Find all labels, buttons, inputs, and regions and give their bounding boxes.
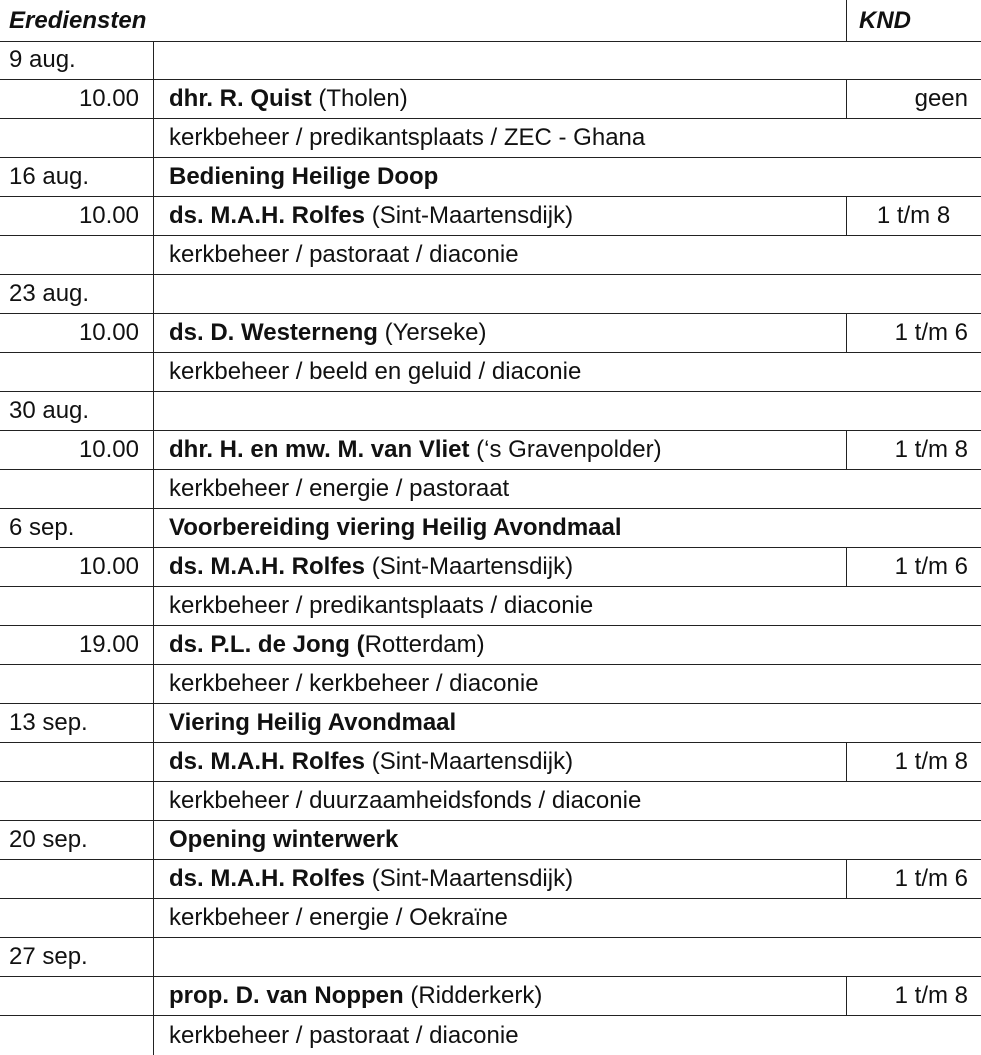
knd-cell: 1 t/m 6 [894,319,968,346]
preacher-cell [153,548,846,586]
date-cell: 27 sep. [9,943,88,970]
date-cell: 13 sep. [9,709,88,736]
occasion-label: Opening winterwerk [169,826,399,853]
knd-cell: 1 t/m 8 [894,748,968,775]
column-divider [846,80,847,118]
collection-cell: kerkbeheer / pastoraat / diaconie [169,241,519,268]
date-row [0,938,981,977]
column-divider [153,626,154,664]
table-header [0,0,981,42]
preacher-cell [153,743,846,781]
collection-cell: kerkbeheer / pastoraat / diaconie [169,1021,519,1049]
preacher-origin: (‘s Gravenpolder) [469,436,662,463]
service-row [0,977,981,1016]
column-divider [153,470,154,508]
header-divider [846,0,847,41]
column-divider [153,353,154,391]
collection-cell: kerkbeheer / duurzaamheidsfonds / diaconie [169,787,642,814]
column-divider [846,548,847,586]
occasion-label [153,938,981,976]
knd-cell: geen [914,85,968,112]
collection-row [0,899,981,938]
date-row [0,275,981,314]
time-cell: 10.00 [78,85,139,112]
collection-cell: kerkbeheer / energie / Oekraïne [169,904,508,931]
preacher-name: ds. M.A.H. Rolfes [169,865,366,892]
preacher-origin: (Sint-Maartensdijk) [365,748,574,775]
preacher-origin: (Tholen) [311,85,408,112]
occasion-label: Voorbereiding viering Heilig Avondmaal [169,514,622,541]
occasion-label [153,275,981,313]
preacher-cell [153,431,846,469]
time-cell: 10.00 [78,553,139,580]
knd-cell: 1 t/m 6 [894,865,968,892]
preacher-name: prop. D. van Noppen [169,982,404,1009]
collection-row [0,236,981,275]
preacher-cell [153,977,846,1015]
preacher-name: dhr. H. en mw. M. van Vliet [169,436,470,463]
column-divider [153,665,154,703]
time-cell: 10.00 [78,436,139,463]
column-divider [153,587,154,625]
header-knd: KND [859,6,911,34]
column-divider [153,743,154,781]
column-divider [153,1016,154,1055]
preacher-cell [153,626,981,664]
date-cell: 30 aug. [9,397,90,424]
column-divider [846,431,847,469]
column-divider [153,548,154,586]
date-cell: 6 sep. [9,514,75,541]
preacher-name: ds. M.A.H. Rolfes [169,553,366,580]
date-row [0,509,981,548]
column-divider [153,977,154,1015]
service-row [0,80,981,119]
preacher-origin: (Ridderkerk) [403,982,543,1009]
time-cell: 19.00 [78,631,139,658]
occasion-label [153,392,981,430]
knd-cell: 1 t/m 6 [894,553,968,580]
column-divider [153,821,154,859]
collection-cell: kerkbeheer / beeld en geluid / diaconie [169,358,582,385]
date-cell: 20 sep. [9,826,88,853]
collection-row [0,119,981,158]
date-cell: 23 aug. [9,280,90,307]
collection-cell: kerkbeheer / energie / pastoraat [169,475,510,502]
preacher-origin: (Sint-Maartensdijk) [365,553,574,580]
preacher-origin: (Sint-Maartensdijk) [365,202,574,229]
knd-cell: 1 t/m 8 [894,982,968,1009]
preacher-name: ds. D. Westerneng [169,319,378,346]
time-cell [0,743,153,781]
occasion-label: Bediening Heilige Doop [169,163,439,190]
service-row [0,314,981,353]
column-divider [153,197,154,235]
collection-cell: kerkbeheer / predikantsplaats / ZEC - Ghana [169,124,646,151]
date-cell: 9 aug. [9,46,76,73]
column-divider [153,119,154,157]
column-divider [153,314,154,352]
time-cell: 10.00 [78,319,139,346]
collection-row [0,470,981,509]
date-row [0,821,981,860]
column-divider [153,236,154,274]
column-divider [846,743,847,781]
occasion-label: Viering Heilig Avondmaal [169,709,457,736]
column-divider [153,431,154,469]
column-divider [153,80,154,118]
collection-row [0,353,981,392]
service-row [0,197,981,236]
preacher-origin: Rotterdam) [364,631,485,658]
column-divider [846,977,847,1015]
date-row [0,392,981,431]
service-row [0,548,981,587]
service-row [0,860,981,899]
preacher-name: ds. M.A.H. Rolfes [169,202,366,229]
column-divider [153,938,154,976]
date-row [0,158,981,197]
date-row [0,704,981,743]
header-title: Erediensten [9,6,147,34]
time-cell [0,860,153,898]
time-cell: 10.00 [78,202,139,229]
collection-row [0,782,981,821]
collection-cell: kerkbeheer / predikantsplaats / diaconie [169,592,594,619]
preacher-cell [153,80,846,118]
preacher-cell [153,314,846,352]
service-row [0,431,981,470]
preacher-origin: (Yerseke) [377,319,487,346]
column-divider [153,782,154,820]
column-divider [153,392,154,430]
column-divider [153,860,154,898]
preacher-name: dhr. R. Quist [169,85,312,112]
column-divider [153,509,154,547]
collection-row [0,665,981,704]
column-divider [846,314,847,352]
time-cell [0,977,153,1015]
column-divider [846,860,847,898]
column-divider [846,197,847,235]
date-row [0,41,981,80]
preacher-cell [153,860,846,898]
preacher-name: ds. P.L. de Jong ( [169,631,365,658]
preacher-name: ds. M.A.H. Rolfes [169,748,366,775]
service-row [0,743,981,782]
collection-row [0,587,981,626]
collection-cell: kerkbeheer / kerkbeheer / diaconie [169,670,539,697]
column-divider [153,41,154,79]
knd-cell: 1 t/m 8 [894,436,968,463]
service-row [0,626,981,665]
knd-cell: 1 t/m 8 [876,202,951,229]
preacher-cell [153,197,846,235]
column-divider [153,899,154,937]
collection-row [0,1016,981,1055]
column-divider [153,275,154,313]
column-divider [153,704,154,742]
preacher-origin: (Sint-Maartensdijk) [365,865,574,892]
column-divider [153,158,154,196]
occasion-label [153,41,981,79]
date-cell: 16 aug. [9,163,90,190]
